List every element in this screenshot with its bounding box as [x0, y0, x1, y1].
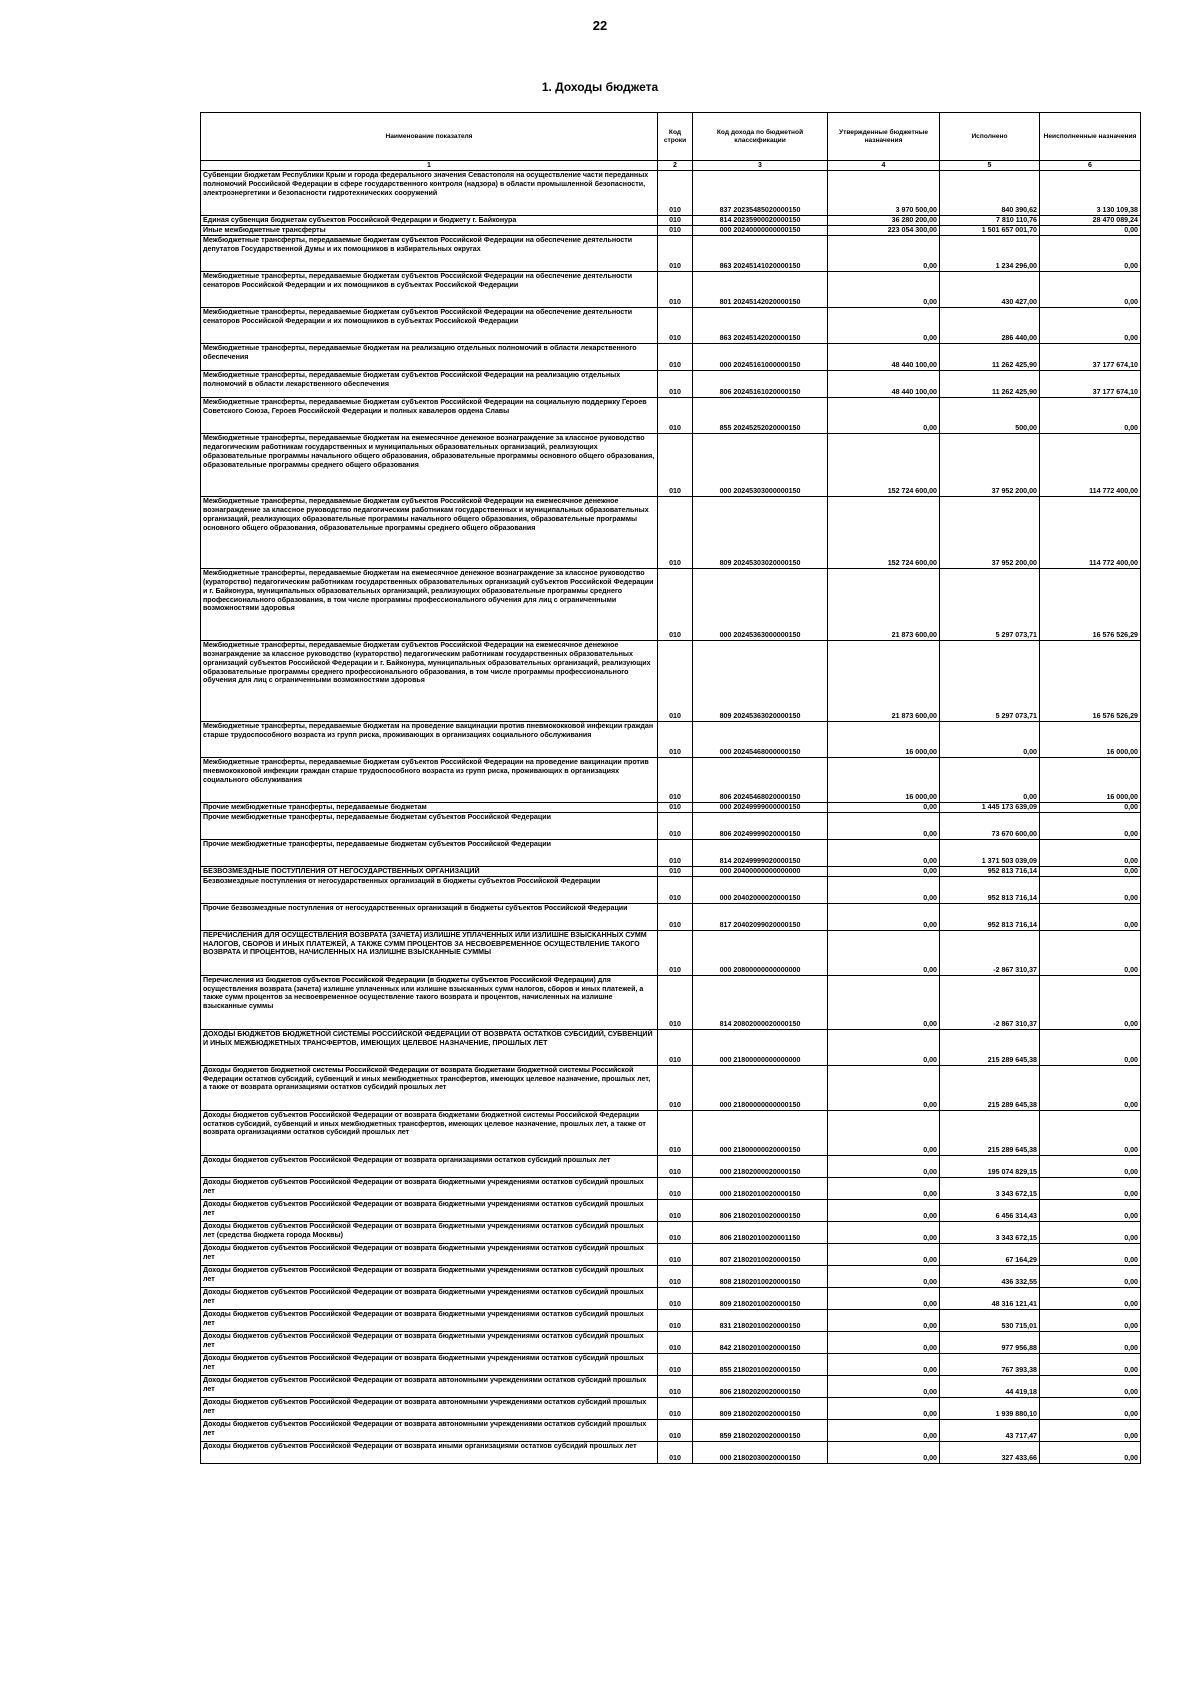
row-line-code: 010 [658, 640, 693, 721]
row-line-code: 010 [658, 812, 693, 839]
row-executed-amount: 43 717,47 [940, 1419, 1040, 1441]
header-row-code: Код строки [658, 113, 693, 161]
row-executed-amount: -2 867 310,37 [940, 975, 1040, 1029]
table-row [201, 397, 1141, 433]
row-executed-amount: 11 262 425,90 [940, 343, 1040, 370]
row-indicator-name: Межбюджетные трансферты, передаваемые бюджетам субъектов Российской Федерации на проведение вакцинации против пневмококковой инфекции граждан старше трудоспособного возраста из групп риска, проживающих в организациях социального обслуживания [201, 757, 658, 802]
row-executed-amount: 952 813 716,14 [940, 866, 1040, 876]
header-unexecuted: Неисполненные назначения [1040, 113, 1141, 161]
row-line-code: 010 [658, 1397, 693, 1419]
row-income-code: 000 20402000020000150 [693, 876, 828, 903]
row-unexecuted-amount: 0,00 [1040, 1397, 1141, 1419]
header-executed: Исполнено [940, 113, 1040, 161]
row-indicator-name: Перечисления из бюджетов субъектов Российской Федерации (в бюджеты субъектов Российской Федерации) для осуществления возврата (зачета) излишне уплаченных или излишне взысканных сумм налогов, сборов и иных платежей, а также сумм процентов за несвоевременное осуществление такого возврата и процентов, начисленных на излишне взысканные суммы [201, 975, 658, 1029]
table-row [201, 1029, 1141, 1065]
row-executed-amount: 1 234 296,00 [940, 235, 1040, 271]
row-income-code: 000 20245468000000150 [693, 721, 828, 757]
table-row [201, 975, 1141, 1029]
row-executed-amount: 7 810 110,76 [940, 216, 1040, 226]
row-approved-amount: 16 000,00 [828, 721, 940, 757]
row-executed-amount: 1 501 657 001,70 [940, 225, 1040, 235]
row-approved-amount: 0,00 [828, 1199, 940, 1221]
table-row [201, 1110, 1141, 1155]
table-row [201, 433, 1141, 496]
row-indicator-name: Доходы бюджетов субъектов Российской Федерации от возврата бюджетными учреждениями остатков субсидий прошлых лет (средства бюджета города Москвы) [201, 1221, 658, 1243]
row-executed-amount: 500,00 [940, 397, 1040, 433]
row-income-code: 809 21802010020000150 [693, 1287, 828, 1309]
row-line-code: 010 [658, 307, 693, 343]
row-executed-amount: 977 956,88 [940, 1331, 1040, 1353]
table-row [201, 496, 1141, 568]
row-income-code: 817 20402099020000150 [693, 903, 828, 930]
row-executed-amount: 1 939 880,10 [940, 1397, 1040, 1419]
row-unexecuted-amount: 0,00 [1040, 235, 1141, 271]
table-row [201, 216, 1141, 226]
row-executed-amount: 3 343 672,15 [940, 1177, 1040, 1199]
row-line-code: 010 [658, 1265, 693, 1287]
table-row [201, 640, 1141, 721]
table-row [201, 1155, 1141, 1177]
row-line-code: 010 [658, 1155, 693, 1177]
row-income-code: 806 21802020020000150 [693, 1375, 828, 1397]
row-income-code: 000 20245303000000150 [693, 433, 828, 496]
row-line-code: 010 [658, 216, 693, 226]
row-indicator-name: Доходы бюджетов субъектов Российской Федерации от возврата бюджетными учреждениями остатков субсидий прошлых лет [201, 1243, 658, 1265]
row-indicator-name: Доходы бюджетов субъектов Российской Федерации от возврата автономными учреждениями остатков субсидий прошлых лет [201, 1397, 658, 1419]
row-executed-amount: 3 343 672,15 [940, 1221, 1040, 1243]
row-approved-amount: 48 440 100,00 [828, 343, 940, 370]
row-executed-amount: 44 419,18 [940, 1375, 1040, 1397]
column-number: 4 [828, 161, 940, 171]
row-line-code: 010 [658, 1419, 693, 1441]
table-row [201, 1353, 1141, 1375]
row-line-code: 010 [658, 1309, 693, 1331]
row-unexecuted-amount: 3 130 109,38 [1040, 171, 1141, 216]
row-indicator-name: БЕЗВОЗМЕЗДНЫЕ ПОСТУПЛЕНИЯ ОТ НЕГОСУДАРСТВЕННЫХ ОРГАНИЗАЦИЙ [201, 866, 658, 876]
row-indicator-name: Доходы бюджетов субъектов Российской Федерации от возврата бюджетными учреждениями остатков субсидий прошлых лет [201, 1309, 658, 1331]
budget-income-table-wrapper [200, 112, 1140, 1464]
row-income-code: 000 20249999000000150 [693, 802, 828, 812]
row-income-code: 807 21802010020000150 [693, 1243, 828, 1265]
row-executed-amount: 952 813 716,14 [940, 903, 1040, 930]
row-income-code: 806 20245468020000150 [693, 757, 828, 802]
row-income-code: 801 20245142020000150 [693, 271, 828, 307]
row-approved-amount: 0,00 [828, 1221, 940, 1243]
row-executed-amount: 6 456 314,43 [940, 1199, 1040, 1221]
row-executed-amount: 0,00 [940, 757, 1040, 802]
row-line-code: 010 [658, 397, 693, 433]
row-indicator-name: Прочие безвозмездные поступления от негосударственных организаций в бюджеты субъектов Российской Федерации [201, 903, 658, 930]
table-row [201, 721, 1141, 757]
table-row [201, 866, 1141, 876]
row-approved-amount: 21 873 600,00 [828, 568, 940, 640]
row-indicator-name: Прочие межбюджетные трансферты, передаваемые бюджетам [201, 802, 658, 812]
row-approved-amount: 0,00 [828, 1265, 940, 1287]
row-line-code: 010 [658, 1065, 693, 1110]
table-row [201, 307, 1141, 343]
row-line-code: 010 [658, 757, 693, 802]
row-executed-amount: 1 371 503 039,09 [940, 839, 1040, 866]
row-approved-amount: 16 000,00 [828, 757, 940, 802]
row-indicator-name: Доходы бюджетов субъектов Российской Федерации от возврата бюджетами бюджетной системы Российской Федерации остатков субсидий, субвенций и иных межбюджетных трансфертов, имеющих целевое назначение, прошлых лет, а также от возврата организациями остатков субсидий прошлых лет [201, 1110, 658, 1155]
row-approved-amount: 0,00 [828, 802, 940, 812]
row-line-code: 010 [658, 1331, 693, 1353]
row-indicator-name: Межбюджетные трансферты, передаваемые бюджетам субъектов Российской Федерации на ежемесячное денежное вознаграждение за классное руководство (кураторство) педагогическим работникам государственных образовательных организаций субъектов Российской Федерации и г. Байконура, муниципальных образовательных организаций, реализующих образовательные программы среднего профессионального образования, в том числе программы профессионального обучения для лиц с ограниченными возможностями здоровья [201, 640, 658, 721]
table-row [201, 225, 1141, 235]
column-number: 6 [1040, 161, 1141, 171]
row-indicator-name: Доходы бюджетов субъектов Российской Федерации от возврата бюджетными учреждениями остатков субсидий прошлых лет [201, 1265, 658, 1287]
table-row [201, 903, 1141, 930]
table-row [201, 876, 1141, 903]
row-income-code: 814 20235900020000150 [693, 216, 828, 226]
row-indicator-name: Доходы бюджетов субъектов Российской Федерации от возврата бюджетными учреждениями остатков субсидий прошлых лет [201, 1353, 658, 1375]
row-executed-amount: 767 393,38 [940, 1353, 1040, 1375]
row-unexecuted-amount: 16 576 526,29 [1040, 640, 1141, 721]
row-unexecuted-amount: 0,00 [1040, 1265, 1141, 1287]
row-executed-amount: 37 952 200,00 [940, 433, 1040, 496]
page-number: 22 [592, 18, 608, 33]
row-line-code: 010 [658, 903, 693, 930]
row-approved-amount: 152 724 600,00 [828, 496, 940, 568]
row-approved-amount: 0,00 [828, 1375, 940, 1397]
table-row [201, 930, 1141, 975]
row-line-code: 010 [658, 1375, 693, 1397]
table-row [201, 1265, 1141, 1287]
row-indicator-name: Межбюджетные трансферты, передаваемые бюджетам субъектов Российской Федерации на ежемесячное денежное вознаграждение за классное руководство педагогическим работникам государственных и муниципальных образовательных организаций, реализующих образовательные программы начального общего образования, образовательные программы основного общего образования, образовательные программы среднего общего образования [201, 496, 658, 568]
row-approved-amount: 3 970 500,00 [828, 171, 940, 216]
table-row [201, 1243, 1141, 1265]
row-indicator-name: Доходы бюджетов субъектов Российской Федерации от возврата бюджетными учреждениями остатков субсидий прошлых лет [201, 1199, 658, 1221]
table-row [201, 839, 1141, 866]
column-number-row [201, 161, 1141, 171]
row-unexecuted-amount: 114 772 400,00 [1040, 433, 1141, 496]
row-approved-amount: 0,00 [828, 839, 940, 866]
row-income-code: 000 21800000000000150 [693, 1065, 828, 1110]
row-line-code: 010 [658, 568, 693, 640]
row-approved-amount: 0,00 [828, 1331, 940, 1353]
row-line-code: 010 [658, 171, 693, 216]
row-line-code: 010 [658, 1287, 693, 1309]
row-indicator-name: Доходы бюджетов субъектов Российской Федерации от возврата иными организациями остатков субсидий прошлых лет [201, 1441, 658, 1463]
row-unexecuted-amount: 0,00 [1040, 1221, 1141, 1243]
table-row [201, 1221, 1141, 1243]
row-line-code: 010 [658, 271, 693, 307]
row-unexecuted-amount: 114 772 400,00 [1040, 496, 1141, 568]
row-income-code: 855 20245252020000150 [693, 397, 828, 433]
row-approved-amount: 0,00 [828, 1309, 940, 1331]
row-income-code: 814 20802000020000150 [693, 975, 828, 1029]
table-row [201, 802, 1141, 812]
row-line-code: 010 [658, 839, 693, 866]
row-approved-amount: 0,00 [828, 903, 940, 930]
row-line-code: 010 [658, 1029, 693, 1065]
row-income-code: 863 20245141020000150 [693, 235, 828, 271]
column-number: 3 [693, 161, 828, 171]
row-line-code: 010 [658, 876, 693, 903]
header-indicator-name: Наименование показателя [201, 113, 658, 161]
column-number: 2 [658, 161, 693, 171]
row-approved-amount: 0,00 [828, 235, 940, 271]
row-indicator-name: Межбюджетные трансферты, передаваемые бюджетам субъектов Российской Федерации на обеспечение деятельности сенаторов Российской Федерации и их помощников в субъектах Российской Федерации [201, 307, 658, 343]
row-approved-amount: 0,00 [828, 1177, 940, 1199]
table-row [201, 1177, 1141, 1199]
row-income-code: 855 21802010020000150 [693, 1353, 828, 1375]
row-indicator-name: Межбюджетные трансферты, передаваемые бюджетам субъектов Российской Федерации на социальную поддержку Героев Советского Союза, Героев Российской Федерации и полных кавалеров ордена Славы [201, 397, 658, 433]
row-executed-amount: -2 867 310,37 [940, 930, 1040, 975]
row-indicator-name: Доходы бюджетов бюджетной системы Российской Федерации от возврата бюджетами бюджетной системы Российской Федерации остатков субсидий, субвенций и иных межбюджетных трансфертов, имеющих целевое назначение, прошлых лет, а также от возврата организациями остатков субсидий прошлых лет [201, 1065, 658, 1110]
row-line-code: 010 [658, 1243, 693, 1265]
row-unexecuted-amount: 0,00 [1040, 930, 1141, 975]
row-unexecuted-amount: 0,00 [1040, 397, 1141, 433]
row-unexecuted-amount: 0,00 [1040, 1065, 1141, 1110]
row-executed-amount: 48 316 121,41 [940, 1287, 1040, 1309]
row-unexecuted-amount: 0,00 [1040, 1177, 1141, 1199]
row-line-code: 010 [658, 721, 693, 757]
row-income-code: 837 20235485020000150 [693, 171, 828, 216]
row-unexecuted-amount: 0,00 [1040, 225, 1141, 235]
row-income-code: 863 20245142020000150 [693, 307, 828, 343]
row-unexecuted-amount: 37 177 674,10 [1040, 343, 1141, 370]
row-approved-amount: 0,00 [828, 1441, 940, 1463]
table-row [201, 1287, 1141, 1309]
row-line-code: 010 [658, 1177, 693, 1199]
table-row [201, 1419, 1141, 1441]
row-executed-amount: 215 289 645,38 [940, 1029, 1040, 1065]
row-indicator-name: Доходы бюджетов субъектов Российской Федерации от возврата бюджетными учреждениями остатков субсидий прошлых лет [201, 1177, 658, 1199]
row-unexecuted-amount: 0,00 [1040, 1419, 1141, 1441]
row-line-code: 010 [658, 1441, 693, 1463]
row-indicator-name: Межбюджетные трансферты, передаваемые бюджетам субъектов Российской Федерации на реализацию отдельных полномочий в области лекарственного обеспечения [201, 370, 658, 397]
row-line-code: 010 [658, 1199, 693, 1221]
row-approved-amount: 0,00 [828, 1243, 940, 1265]
row-indicator-name: Прочие межбюджетные трансферты, передаваемые бюджетам субъектов Российской Федерации [201, 839, 658, 866]
row-indicator-name: Межбюджетные трансферты, передаваемые бюджетам субъектов Российской Федерации на обеспечение деятельности депутатов Государственной Думы и их помощников в избирательных округах [201, 235, 658, 271]
row-executed-amount: 5 297 073,71 [940, 568, 1040, 640]
table-row [201, 271, 1141, 307]
row-executed-amount: 436 332,55 [940, 1265, 1040, 1287]
table-row [201, 757, 1141, 802]
row-line-code: 010 [658, 975, 693, 1029]
row-line-code: 010 [658, 930, 693, 975]
row-unexecuted-amount: 0,00 [1040, 903, 1141, 930]
table-header-row [201, 113, 1141, 161]
row-unexecuted-amount: 16 000,00 [1040, 721, 1141, 757]
row-indicator-name: Прочие межбюджетные трансферты, передаваемые бюджетам субъектов Российской Федерации [201, 812, 658, 839]
row-indicator-name: ПЕРЕЧИСЛЕНИЯ ДЛЯ ОСУЩЕСТВЛЕНИЯ ВОЗВРАТА (ЗАЧЕТА) ИЗЛИШНЕ УПЛАЧЕННЫХ ИЛИ ИЗЛИШНЕ ВЗЫСКАННЫХ СУММ НАЛОГОВ, СБОРОВ И ИНЫХ ПЛАТЕЖЕЙ, А ТАКЖЕ СУММ ПРОЦЕНТОВ ЗА НЕСВОЕВРЕМЕННОЕ ОСУЩЕСТВЛЕНИЕ ТАКОГО ВОЗВРАТА И ПРОЦЕНТОВ, НАЧИСЛЕННЫХ НА ИЗЛИШНЕ ВЗЫСКАННЫЕ СУММЫ [201, 930, 658, 975]
row-unexecuted-amount: 0,00 [1040, 1375, 1141, 1397]
row-approved-amount: 36 280 200,00 [828, 216, 940, 226]
row-executed-amount: 37 952 200,00 [940, 496, 1040, 568]
row-line-code: 010 [658, 343, 693, 370]
row-line-code: 010 [658, 370, 693, 397]
row-income-code: 806 21802010020001150 [693, 1221, 828, 1243]
table-row [201, 1397, 1141, 1419]
row-executed-amount: 11 262 425,90 [940, 370, 1040, 397]
row-executed-amount: 73 670 600,00 [940, 812, 1040, 839]
row-approved-amount: 0,00 [828, 1029, 940, 1065]
row-approved-amount: 0,00 [828, 1353, 940, 1375]
row-unexecuted-amount: 0,00 [1040, 1199, 1141, 1221]
table-row [201, 812, 1141, 839]
row-unexecuted-amount: 0,00 [1040, 271, 1141, 307]
row-approved-amount: 0,00 [828, 866, 940, 876]
row-approved-amount: 0,00 [828, 307, 940, 343]
row-approved-amount: 0,00 [828, 1110, 940, 1155]
row-indicator-name: Безвозмездные поступления от негосударственных организаций в бюджеты субъектов Российской Федерации [201, 876, 658, 903]
row-executed-amount: 0,00 [940, 721, 1040, 757]
row-unexecuted-amount: 0,00 [1040, 1309, 1141, 1331]
row-indicator-name: Доходы бюджетов субъектов Российской Федерации от возврата организациями остатков субсидий прошлых лет [201, 1155, 658, 1177]
row-line-code: 010 [658, 1353, 693, 1375]
row-income-code: 806 20249999020000150 [693, 812, 828, 839]
row-unexecuted-amount: 0,00 [1040, 812, 1141, 839]
row-income-code: 000 20800000000000000 [693, 930, 828, 975]
row-unexecuted-amount: 28 470 089,24 [1040, 216, 1141, 226]
row-approved-amount: 0,00 [828, 1419, 940, 1441]
row-unexecuted-amount: 37 177 674,10 [1040, 370, 1141, 397]
row-income-code: 809 20245363020000150 [693, 640, 828, 721]
table-row [201, 235, 1141, 271]
row-income-code: 831 21802010020000150 [693, 1309, 828, 1331]
row-unexecuted-amount: 0,00 [1040, 1110, 1141, 1155]
row-approved-amount: 0,00 [828, 812, 940, 839]
row-line-code: 010 [658, 496, 693, 568]
row-indicator-name: Субвенции бюджетам Республики Крым и города федерального значения Севастополя на осуществление части переданных полномочий Российской Федерации в сфере государственного контроля (надзора) в области промышленной безопасности, электроэнергетики и безопасности гидротехнических сооружений [201, 171, 658, 216]
row-unexecuted-amount: 0,00 [1040, 307, 1141, 343]
column-number: 1 [201, 161, 658, 171]
document-title: 1. Доходы бюджета [541, 80, 659, 94]
row-unexecuted-amount: 0,00 [1040, 866, 1141, 876]
row-unexecuted-amount: 0,00 [1040, 1155, 1141, 1177]
row-unexecuted-amount: 0,00 [1040, 802, 1141, 812]
row-income-code: 806 21802010020000150 [693, 1199, 828, 1221]
row-executed-amount: 215 289 645,38 [940, 1110, 1040, 1155]
row-executed-amount: 5 297 073,71 [940, 640, 1040, 721]
row-unexecuted-amount: 0,00 [1040, 876, 1141, 903]
row-executed-amount: 195 074 829,15 [940, 1155, 1040, 1177]
row-indicator-name: Доходы бюджетов субъектов Российской Федерации от возврата автономными учреждениями остатков субсидий прошлых лет [201, 1419, 658, 1441]
row-approved-amount: 223 054 300,00 [828, 225, 940, 235]
table-row [201, 1065, 1141, 1110]
row-income-code: 806 20245161020000150 [693, 370, 828, 397]
row-income-code: 000 21802000020000150 [693, 1155, 828, 1177]
row-income-code: 859 21802020020000150 [693, 1419, 828, 1441]
table-row [201, 171, 1141, 216]
row-executed-amount: 840 390,62 [940, 171, 1040, 216]
table-row [201, 1199, 1141, 1221]
row-approved-amount: 0,00 [828, 1065, 940, 1110]
budget-income-table [200, 112, 1141, 1464]
row-approved-amount: 0,00 [828, 1155, 940, 1177]
row-unexecuted-amount: 0,00 [1040, 839, 1141, 866]
row-indicator-name: Межбюджетные трансферты, передаваемые бюджетам на проведение вакцинации против пневмококковой инфекции граждан старше трудоспособного возраста из групп риска, проживающих в организациях социального обслуживания [201, 721, 658, 757]
column-number: 5 [940, 161, 1040, 171]
row-executed-amount: 530 715,01 [940, 1309, 1040, 1331]
row-income-code: 808 21802010020000150 [693, 1265, 828, 1287]
row-unexecuted-amount: 0,00 [1040, 1353, 1141, 1375]
row-unexecuted-amount: 0,00 [1040, 1243, 1141, 1265]
row-executed-amount: 67 164,29 [940, 1243, 1040, 1265]
row-executed-amount: 1 445 173 639,09 [940, 802, 1040, 812]
header-income-code: Код дохода по бюджетной классификации [693, 113, 828, 161]
table-row [201, 370, 1141, 397]
row-unexecuted-amount: 0,00 [1040, 1287, 1141, 1309]
row-unexecuted-amount: 16 000,00 [1040, 757, 1141, 802]
row-unexecuted-amount: 16 576 526,29 [1040, 568, 1141, 640]
row-approved-amount: 0,00 [828, 1287, 940, 1309]
row-unexecuted-amount: 0,00 [1040, 975, 1141, 1029]
row-line-code: 010 [658, 1110, 693, 1155]
row-executed-amount: 952 813 716,14 [940, 876, 1040, 903]
row-indicator-name: ДОХОДЫ БЮДЖЕТОВ БЮДЖЕТНОЙ СИСТЕМЫ РОССИЙСКОЙ ФЕДЕРАЦИИ ОТ ВОЗВРАТА ОСТАТКОВ СУБСИДИЙ, СУБВЕНЦИЙ И ИНЫХ МЕЖБЮДЖЕТНЫХ ТРАНСФЕРТОВ, ИМЕЮЩИХ ЦЕЛЕВОЕ НАЗНАЧЕНИЕ, ПРОШЛЫХ ЛЕТ [201, 1029, 658, 1065]
header-approved: Утвержденные бюджетные назначения [828, 113, 940, 161]
row-line-code: 010 [658, 866, 693, 876]
row-approved-amount: 0,00 [828, 930, 940, 975]
row-income-code: 814 20249999020000150 [693, 839, 828, 866]
row-indicator-name: Доходы бюджетов субъектов Российской Федерации от возврата бюджетными учреждениями остатков субсидий прошлых лет [201, 1287, 658, 1309]
row-unexecuted-amount: 0,00 [1040, 1331, 1141, 1353]
row-approved-amount: 0,00 [828, 975, 940, 1029]
row-income-code: 000 21802030020000150 [693, 1441, 828, 1463]
row-line-code: 010 [658, 1221, 693, 1243]
row-income-code: 000 20245363000000150 [693, 568, 828, 640]
row-income-code: 000 21802010020000150 [693, 1177, 828, 1199]
row-executed-amount: 215 289 645,38 [940, 1065, 1040, 1110]
row-income-code: 000 20400000000000000 [693, 866, 828, 876]
row-executed-amount: 430 427,00 [940, 271, 1040, 307]
row-income-code: 000 21800000000000000 [693, 1029, 828, 1065]
row-indicator-name: Межбюджетные трансферты, передаваемые бюджетам на реализацию отдельных полномочий в области лекарственного обеспечения [201, 343, 658, 370]
row-unexecuted-amount: 0,00 [1040, 1029, 1141, 1065]
row-income-code: 809 20245303020000150 [693, 496, 828, 568]
row-indicator-name: Доходы бюджетов субъектов Российской Федерации от возврата автономными учреждениями остатков субсидий прошлых лет [201, 1375, 658, 1397]
row-approved-amount: 0,00 [828, 1397, 940, 1419]
row-unexecuted-amount: 0,00 [1040, 1441, 1141, 1463]
row-line-code: 010 [658, 225, 693, 235]
row-executed-amount: 286 440,00 [940, 307, 1040, 343]
row-approved-amount: 21 873 600,00 [828, 640, 940, 721]
row-approved-amount: 0,00 [828, 876, 940, 903]
table-row [201, 1331, 1141, 1353]
table-row [201, 1375, 1141, 1397]
row-income-code: 000 20240000000000150 [693, 225, 828, 235]
row-executed-amount: 327 433,66 [940, 1441, 1040, 1463]
row-income-code: 842 21802010020000150 [693, 1331, 828, 1353]
row-approved-amount: 48 440 100,00 [828, 370, 940, 397]
row-income-code: 809 21802020020000150 [693, 1397, 828, 1419]
row-indicator-name: Межбюджетные трансферты, передаваемые бюджетам на ежемесячное денежное вознаграждение за классное руководство педагогическим работникам государственных и муниципальных образовательных организаций, реализующих образовательные программы начального общего образования, образовательные программы основного общего образования, образовательные программы среднего общего образования [201, 433, 658, 496]
row-line-code: 010 [658, 802, 693, 812]
row-indicator-name: Доходы бюджетов субъектов Российской Федерации от возврата бюджетными учреждениями остатков субсидий прошлых лет [201, 1331, 658, 1353]
table-row [201, 343, 1141, 370]
row-approved-amount: 152 724 600,00 [828, 433, 940, 496]
row-approved-amount: 0,00 [828, 397, 940, 433]
table-body [201, 171, 1141, 1464]
row-income-code: 000 21800000020000150 [693, 1110, 828, 1155]
row-indicator-name: Иные межбюджетные трансферты [201, 225, 658, 235]
row-approved-amount: 0,00 [828, 271, 940, 307]
row-indicator-name: Межбюджетные трансферты, передаваемые бюджетам субъектов Российской Федерации на обеспечение деятельности сенаторов Российской Федерации и их помощников в субъектах Российской Федерации [201, 271, 658, 307]
row-indicator-name: Межбюджетные трансферты, передаваемые бюджетам на ежемесячное денежное вознаграждение за классное руководство (кураторство) педагогическим работникам государственных образовательных организаций субъектов Российской Федерации и г. Байконура, муниципальных образовательных организаций, реализующих образовательные программы среднего профессионального образования, в том числе программы профессионального обучения для лиц с ограниченными возможностями здоровья [201, 568, 658, 640]
table-row [201, 1309, 1141, 1331]
row-line-code: 010 [658, 235, 693, 271]
table-row [201, 568, 1141, 640]
row-indicator-name: Единая субвенция бюджетам субъектов Российской Федерации и бюджету г. Байконура [201, 216, 658, 226]
row-income-code: 000 20245161000000150 [693, 343, 828, 370]
row-line-code: 010 [658, 433, 693, 496]
table-row [201, 1441, 1141, 1463]
